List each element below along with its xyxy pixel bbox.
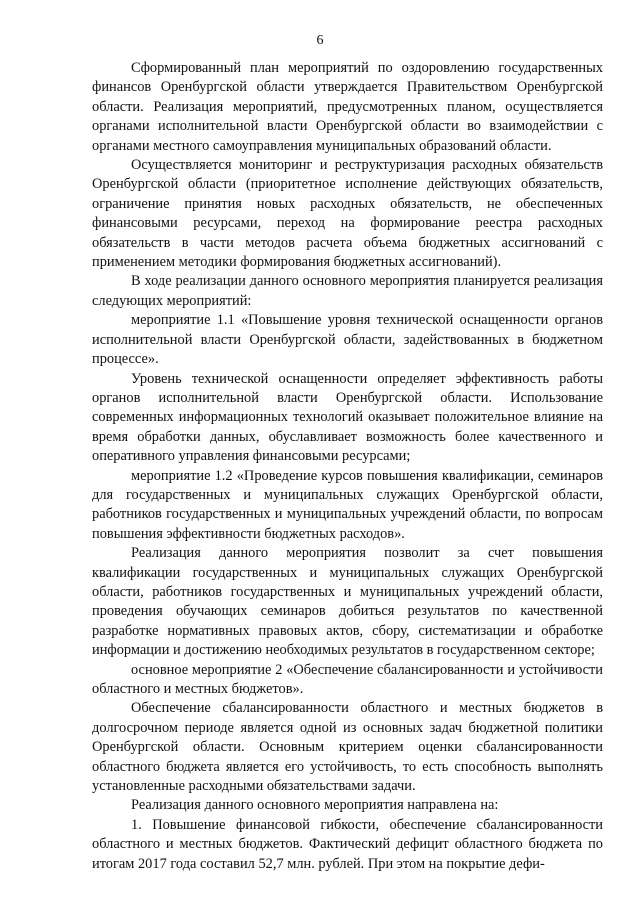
body-text — [92, 59, 603, 874]
paragraph: Осуществляется мониторинг и реструктуризация расходных обязательств Оренбургской области (приоритетное исполнение действующих обязательств, ограничение принятия новых расходных обязательств, не обеспеченных финансовыми ресурсами, переход на формирование реестра расходных обязательств в части методов расчета объема бюджетных ассигнований с применением методики формирования бюджетных ассигнований). — [92, 157, 603, 271]
paragraph: Реализация данного мероприятия позволит за счет повышения квалификации государственных и муниципальных служащих Оренбургской области, работников государственных и муниципальных учреждений области, проведения обучающих семинаров добиться результатов по качественной разработке нормативных правовых актов, сбору, систематизации и обработке информации и достижению необходимых результатов в государственном секторе; — [92, 545, 603, 659]
paragraph: 1. Повышение финансовой гибкости, обеспечение сбалансированности областного и местных бюджетов. Фактический дефицит областного бюджета по итогам 2017 года составил 52,7 млн. рублей. При этом на покрытие дефи- — [92, 816, 603, 872]
paragraph: основное мероприятие 2 «Обеспечение сбалансированности и устойчивости областного и местных бюджетов». — [92, 661, 603, 697]
paragraph: Уровень технической оснащенности определяет эффективность работы органов исполнительной власти Оренбургской области. Использование современных информационных технологий оказывает положительное влияние на время обработки данных, обуславливает возможность более качественного и оперативного управления финансовыми ресурсами; — [92, 370, 603, 465]
paragraph: мероприятие 1.1 «Повышение уровня технической оснащенности органов исполнительной власти Оренбургской области, задействованных в бюджетном процессе». — [92, 312, 603, 368]
paragraph: Обеспечение сбалансированности областного и местных бюджетов в долгосрочном периоде является одной из основных задач бюджетной политики Оренбургской области. Основным критерием оценки сбалансированности областного бюджета является его устойчивость, то есть способность выполнять установленные расходными обязательствами задачи. — [92, 700, 603, 795]
paragraph: Реализация данного основного мероприятия направлена на: — [131, 797, 499, 814]
page-number: 6 — [316, 33, 324, 48]
paragraph: В ходе реализации данного основного мероприятия планируется реализация следующих мероприятий: — [92, 273, 603, 309]
paragraph: Сформированный план мероприятий по оздоровлению государственных финансов Оренбургской области утверждается Правительством Оренбургской области. Реализация мероприятий, предусмотренных планом, осуществляется органами исполнительной власти Оренбургской области во взаимодействии с органами местного самоуправления муниципальных образований области. — [92, 60, 603, 154]
paragraph: мероприятие 1.2 «Проведение курсов повышения квалификации, семинаров для государственных и муниципальных служащих Оренбургской области, работников государственных и муниципальных учреждений области, по вопросам повышения эффективности бюджетных расходов». — [92, 467, 603, 542]
